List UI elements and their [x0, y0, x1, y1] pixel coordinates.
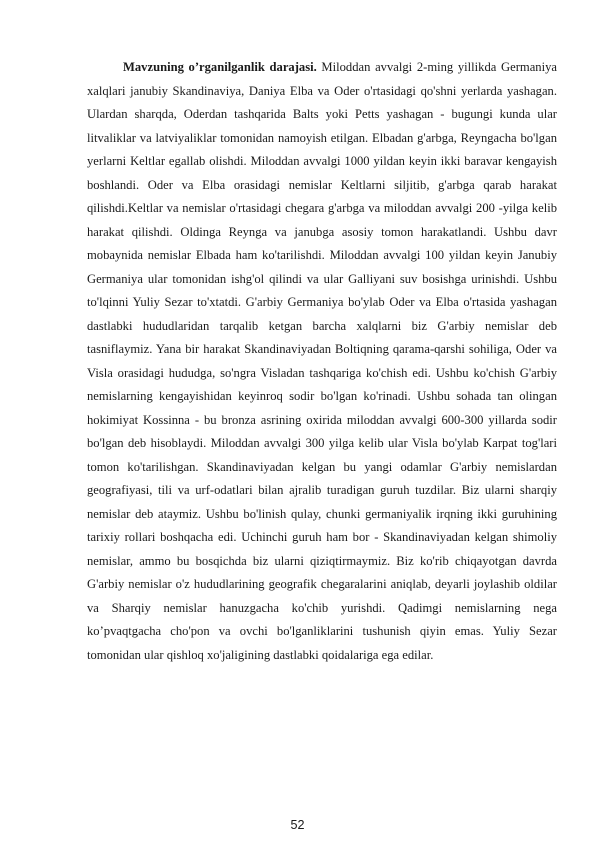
- document-body: [87, 56, 557, 667]
- section-heading: Mavzuning o’rganilganlik darajasi.: [123, 60, 317, 74]
- page-number: 52: [290, 818, 305, 832]
- paragraph-text: Miloddan avvalgi 2-ming yillikda Germaniya xalqlari janubiy Skandinaviya, Daniya Elba va Oder o'rtasidagi qo'shni yerlarda yashagan. Ulardan sharqda, Oderdan tashqarida Balts yoki Petts yashagan - bugungi kunda ular litvaliklar va latviyaliklar tomonidan namoyish etilgan. Elbadan g'arbga, Reyngacha bo'lgan yerlarni Keltlar egallab olishdi. Miloddan avvalgi 1000 yildan keyin ikki baravar kengayish boshlandi. Oder va Elba orasidagi nemislar Keltlarni siljitib, g'arbga qarab harakat qilishdi.Keltlar va nemislar o'rtasidagi chegara g'arbga va miloddan avvalgi 200 -yilga kelib harakat qilishdi. Oldinga Reynga va janubga asosiy tomon harakatlandi. Ushbu davr mobaynida nemislar Elbada ham ko'tarilishdi. Miloddan avvalgi 100 yildan keyin Janubiy Germaniya ular tomonidan ishg'ol qilindi va ular Galliyani suv bosishga urinishdi. Ushbu to'lqinni Yuliy Sezar to'xtatdi. G'arbiy Germaniya bo'ylab Oder va Elba o'rtasida yashagan dastlabki hududlaridan tarqalib ketgan barcha xalqlarni biz G'arbiy nemislar deb tasniflaymiz. Yana bir harakat Skandinaviyadan Boltiqning qarama-qarshi sohiliga, Oder va Visla orasidagi hududga, so'ngra Visladan tashqariga ko'chish edi. Ushbu ko'chish G'arbiy nemislarning kengayishidan keyinroq sodir bo'lgan ko'rinadi. Ushbu sohada tan olingan hokimiyat Kossinna - bu bronza asrining oxirida miloddan avvalgi 600-300 yillarda sodir bo'lgan deb hisoblaydi. Miloddan avvalgi 300 yilga kelib ular Visla bo'ylab Karpat tog'lari tomon ko'tarilishgan. Skandinaviyadan kelgan bu yangi odamlar G'arbiy nemislardan geografiyasi, tili va urf-odatlari bilan ajralib turadigan guruh tuzdilar. Biz ularni sharqiy nemislar deb ataymiz. Ushbu bo'linish qulay, chunki germaniyalik irqning ikki guruhining tarixiy rollari boshqacha edi. Uchinchi guruh ham bor - Skandinaviyadan kelgan shimoliy nemislar, ammo bu bosqichda biz ularni qiziqtirmaymiz. Biz ko'rib chiqayotgan davrda G'arbiy nemislar o'z hududlarining geografik chegaralarini aniqlab, deyarli joylashib oldilar va Sharqiy nemislar hanuzgacha ko'chib yurishdi. Qadimgi nemislarning nega ko’pvaqtgacha cho'pon va ovchi bo'lganliklarini tushunish qiyin emas. Yuliy Sezar tomonidan ular qishloq xo'jaligining dastlabki qoidalariga ega edilar.: [87, 60, 557, 662]
- main-paragraph: [87, 56, 557, 667]
